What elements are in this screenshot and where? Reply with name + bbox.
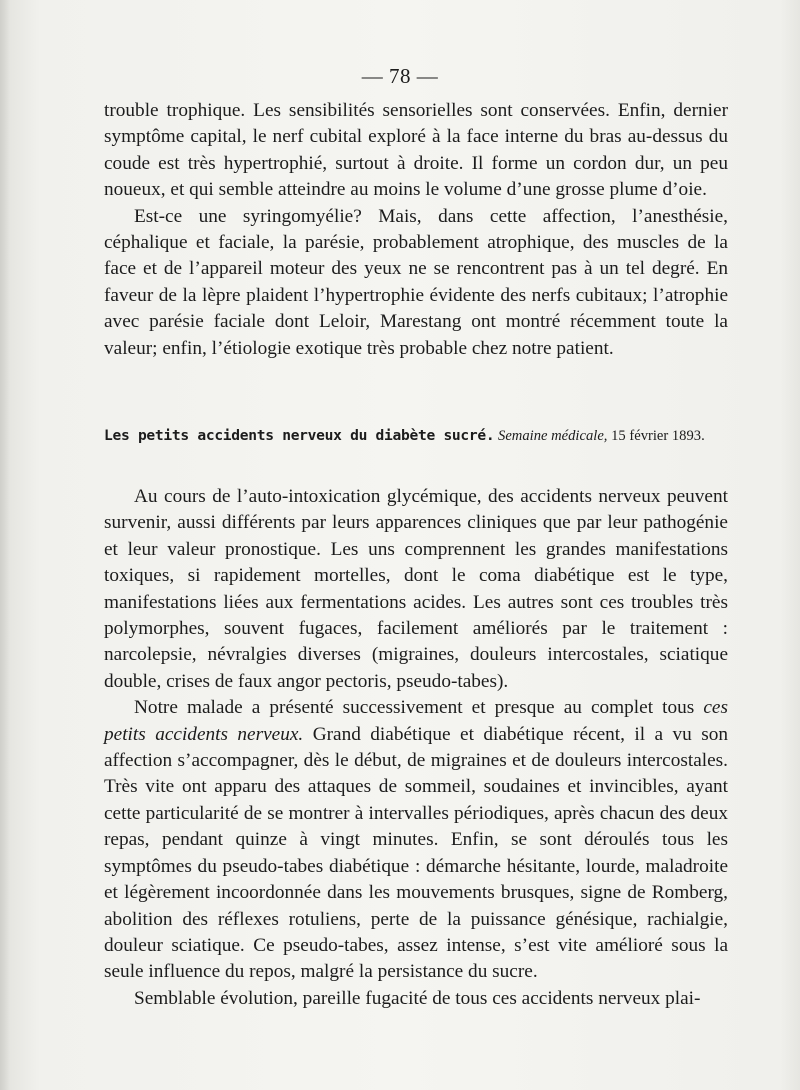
article-heading <box>104 425 728 447</box>
text-block-article <box>104 484 728 1012</box>
paragraph-syringomyelia: Est-ce une syringomyélie? Mais, dans cette affection, l’anesthésie, céphalique et faciale, la parésie, probablement atrophique, des muscles de la face et de l’appareil moteur des yeux ne se rencontrent pas à un tel degré. En faveur de la lèpre plaident l’hypertrophie évidente des nerfs cubitaux; l’atrophie avec parésie faciale dont Leloir, Marestang ont montré récemment toute la valeur; enfin, l’étiologie exotique très probable chez notre patient. <box>104 205 728 359</box>
paragraph-patient-case-rest: Grand diabétique et diabétique récent, il a vu son affection s’accompagner, dès le début, de migraines et de douleurs intercostales. Très vite ont apparu des attaques de sommeil, soudaines et invincibles, ayant cette particularité de se montrer à intervalles périodiques, après chacun des deux repas, pendant quinze à vingt minutes. Enfin, se sont déroulés tous les symptômes du pseudo-tabes diabétique : démarche hésitante, lourde, maladroite et légèrement incoordonnée dans les mouvements brusques, signe de Romberg, abolition des réflexes rotuliens, perte de la puissance génésique, rachialgie, douleur sciatique. Ce pseudo-tabes, assez intense, s’est vite amélioré sous la seule influence du repos, malgré la persistance du sucre. <box>104 723 728 983</box>
paragraph-continuation: trouble trophique. Les sensibilités sensorielles sont conservées. Enfin, dernier symptôme capital, le nerf cubital exploré à la face interne du bras au-dessus du coude est très hypertrophié, surtout à droite. Il forme un cordon dur, un peu noueux, et qui semble atteindre au moins le volume d’une grosse plume d’oie. <box>104 100 728 201</box>
article-date: 15 février 1893. <box>611 428 705 444</box>
article-title: Les petits accidents nerveux du diabète sucré. <box>104 427 495 444</box>
paragraph-patient-case-italic: ces petits accidents nerveux. <box>104 697 728 745</box>
article-journal: Semaine médicale, <box>498 428 608 444</box>
paragraph-evolution: Semblable évolution, pareille fugacité de tous ces accidents nerveux plai- <box>134 987 701 1009</box>
text-block-top <box>104 98 728 362</box>
paragraph-patient-case <box>104 695 728 985</box>
page-number: — 78 — <box>361 64 439 88</box>
paragraph-auto-intoxication: Au cours de l’auto-intoxication glycémique, des accidents nerveux peuvent survenir, aussi différents par leurs apparences cliniques que par leur pathogénie et leur valeur pronostique. Les uns comprennent les grandes manifestations toxiques, si rapidement mortelles, dont le coma diabétique est le type, manifestations liées aux fermentations acides. Les autres sont ces troubles très polymorphes, souvent fugaces, facilement améliorés par le traitement : narcolepsie, névralgies diverses (migraines, douleurs intercostales, sciatique double, crises de faux angor pectoris, pseudo-tabes). <box>104 486 728 692</box>
page-gutter-shadow <box>0 0 10 1090</box>
paragraph-patient-case-start: Notre malade a présenté successivement et presque au complet tous <box>134 697 695 719</box>
